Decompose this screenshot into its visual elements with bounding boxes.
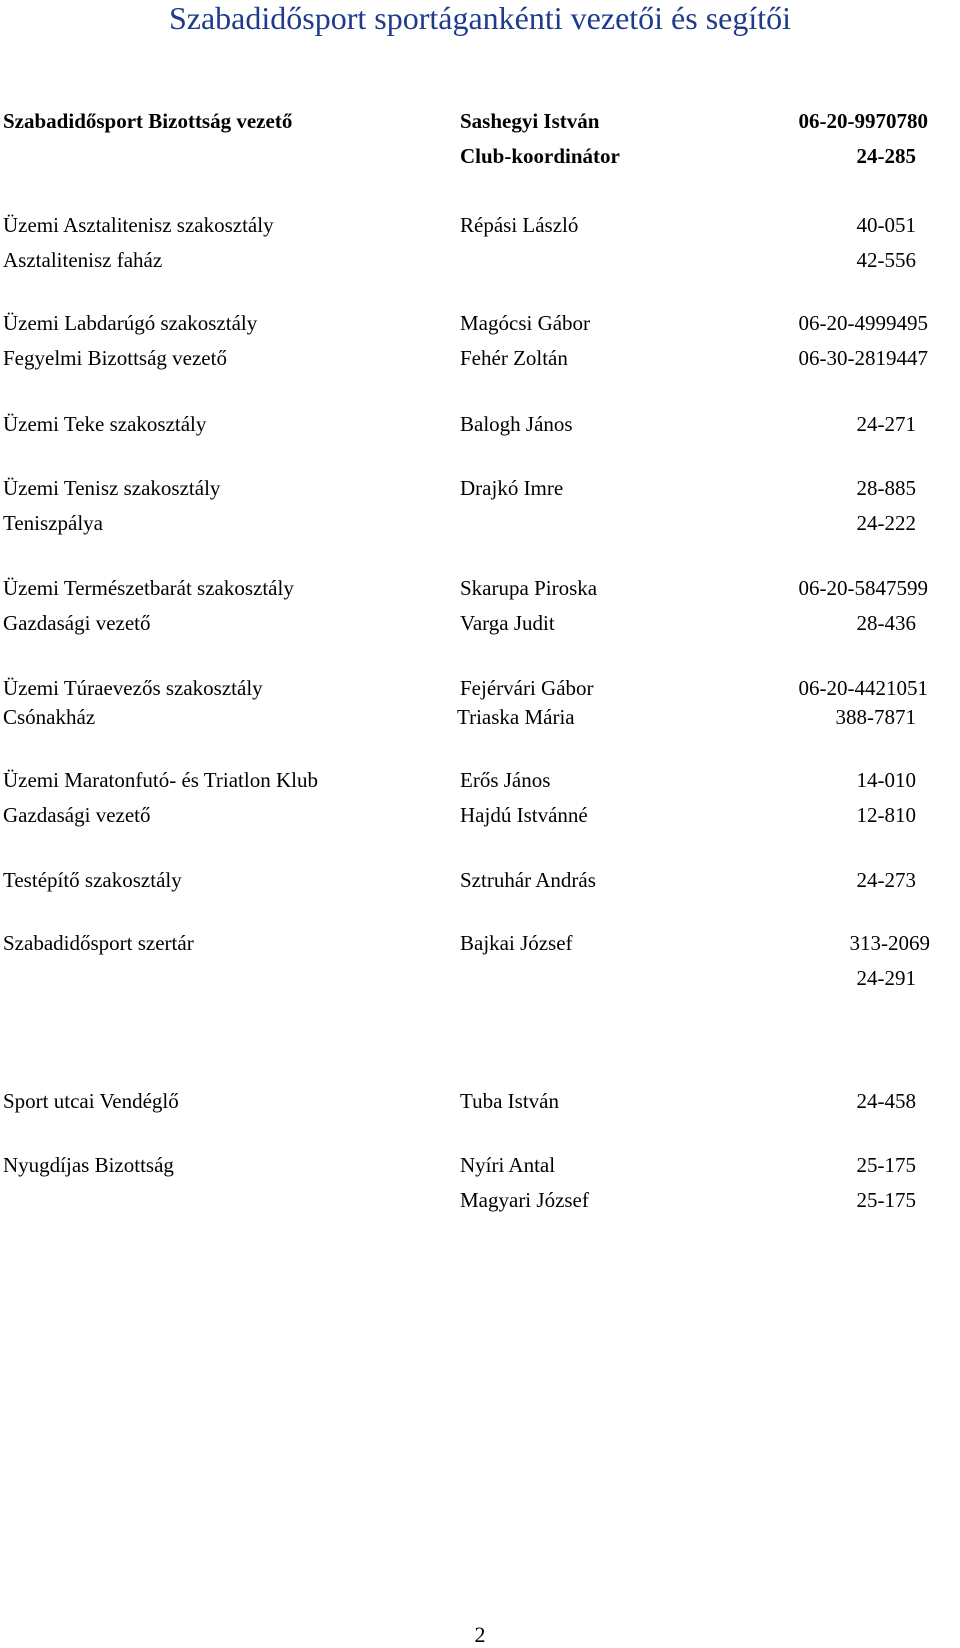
person-name: Erős János bbox=[460, 768, 551, 792]
contact-row bbox=[0, 766, 960, 794]
phone-number: 313-2069 bbox=[849, 931, 930, 955]
phone-number: 24-273 bbox=[856, 868, 916, 892]
person-name: Tuba István bbox=[460, 1089, 559, 1113]
contact-row bbox=[0, 211, 960, 239]
contact-row bbox=[0, 142, 960, 170]
person-name: Balogh János bbox=[460, 412, 573, 436]
contact-row bbox=[0, 107, 960, 135]
org-name: Üzemi Teke szakosztály bbox=[3, 412, 207, 436]
contact-row bbox=[0, 410, 960, 438]
contact-row bbox=[0, 703, 960, 731]
contact-row bbox=[0, 929, 960, 957]
page-title: Szabadidősport sportágankénti vezetői és segítői bbox=[168, 0, 792, 36]
contact-row bbox=[0, 674, 960, 702]
person-name: Triaska Mária bbox=[457, 705, 575, 729]
phone-number: 24-271 bbox=[856, 412, 916, 436]
org-name: Sport utcai Vendéglő bbox=[3, 1089, 179, 1113]
phone-number: 12-810 bbox=[856, 803, 916, 827]
org-name: Szabadidősport szertár bbox=[3, 931, 194, 955]
org-name: Gazdasági vezető bbox=[3, 803, 151, 827]
org-name: Nyugdíjas Bizottság bbox=[3, 1153, 174, 1177]
contact-row bbox=[0, 574, 960, 602]
page-number: 2 bbox=[474, 1622, 486, 1647]
org-name: Asztalitenisz faház bbox=[3, 248, 163, 272]
phone-number: 24-458 bbox=[856, 1089, 916, 1113]
phone-number: 06-20-4421051 bbox=[798, 676, 928, 700]
contact-row bbox=[0, 344, 960, 372]
phone-number: 40-051 bbox=[856, 213, 916, 237]
org-name: Üzemi Túraevezős szakosztály bbox=[3, 676, 263, 700]
contact-row bbox=[0, 474, 960, 502]
contact-row bbox=[0, 609, 960, 637]
phone-number: 14-010 bbox=[856, 768, 916, 792]
org-name: Szabadidősport Bizottság vezető bbox=[3, 109, 293, 133]
contact-row bbox=[0, 964, 960, 992]
phone-number: 388-7871 bbox=[835, 705, 916, 729]
person-name: Varga Judit bbox=[460, 611, 555, 635]
org-name: Gazdasági vezető bbox=[3, 611, 151, 635]
person-name: Sztruhár András bbox=[460, 868, 596, 892]
person-name: Hajdú Istvánné bbox=[460, 803, 588, 827]
org-name: Üzemi Maratonfutó- és Triatlon Klub bbox=[3, 768, 318, 792]
contact-row bbox=[0, 866, 960, 894]
org-name: Üzemi Labdarúgó szakosztály bbox=[3, 311, 258, 335]
person-name: Club-koordinátor bbox=[460, 144, 620, 168]
contact-row bbox=[0, 801, 960, 829]
phone-number: 06-20-5847599 bbox=[798, 576, 928, 600]
org-name: Fegyelmi Bizottság vezető bbox=[3, 346, 227, 370]
person-name: Sashegyi István bbox=[460, 109, 600, 133]
org-name: Teniszpálya bbox=[3, 511, 103, 535]
org-name: Üzemi Természetbarát szakosztály bbox=[3, 576, 294, 600]
person-name: Répási László bbox=[460, 213, 579, 237]
org-name: Üzemi Tenisz szakosztály bbox=[3, 476, 221, 500]
phone-number: 25-175 bbox=[856, 1153, 916, 1177]
person-name: Skarupa Piroska bbox=[460, 576, 598, 600]
phone-number: 28-885 bbox=[856, 476, 916, 500]
person-name: Magócsi Gábor bbox=[460, 311, 591, 335]
person-name: Drajkó Imre bbox=[460, 476, 564, 500]
phone-number: 06-30-2819447 bbox=[798, 346, 928, 370]
contact-row bbox=[0, 509, 960, 537]
org-name: Csónakház bbox=[3, 705, 96, 729]
phone-number: 06-20-4999495 bbox=[798, 311, 928, 335]
phone-number: 42-556 bbox=[856, 248, 916, 272]
phone-number: 28-436 bbox=[856, 611, 916, 635]
person-name: Nyíri Antal bbox=[460, 1153, 556, 1177]
person-name: Fejérvári Gábor bbox=[460, 676, 594, 700]
contact-row bbox=[0, 1087, 960, 1115]
contact-row bbox=[0, 246, 960, 274]
contact-row bbox=[0, 309, 960, 337]
phone-number: 25-175 bbox=[856, 1188, 916, 1212]
person-name: Magyari József bbox=[460, 1188, 589, 1212]
org-name: Testépítő szakosztály bbox=[3, 868, 182, 892]
phone-number: 06-20-9970780 bbox=[798, 109, 928, 133]
phone-number: 24-285 bbox=[856, 144, 916, 168]
contact-row bbox=[0, 1151, 960, 1179]
org-name: Üzemi Asztalitenisz szakosztály bbox=[3, 213, 274, 237]
contact-row bbox=[0, 1186, 960, 1214]
person-name: Fehér Zoltán bbox=[460, 346, 568, 370]
person-name: Bajkai József bbox=[460, 931, 573, 955]
phone-number: 24-291 bbox=[856, 966, 916, 990]
phone-number: 24-222 bbox=[856, 511, 916, 535]
